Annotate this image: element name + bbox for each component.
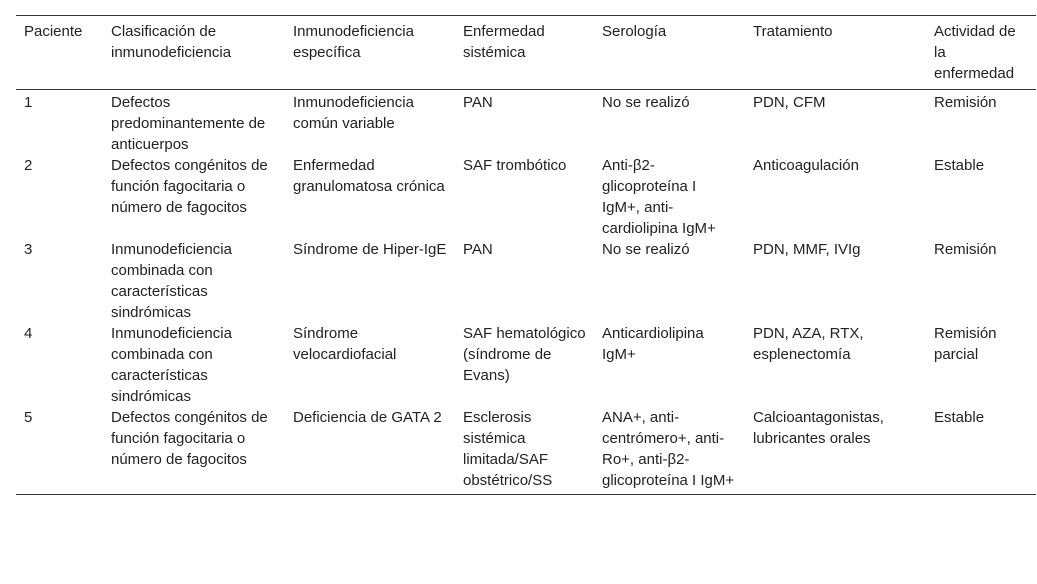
cell-serologia: No se realizó bbox=[602, 241, 690, 258]
cell-enfermedad: Esclerosis sistémica limitada/SAF obstétrico/SS bbox=[455, 407, 594, 495]
table-row bbox=[16, 323, 1036, 407]
cell-serologia: No se realizó bbox=[602, 94, 690, 111]
table-row bbox=[16, 155, 1036, 239]
cell-actividad: Estable bbox=[926, 407, 1036, 495]
cell-tratamiento: PDN, MMF, IVIg bbox=[753, 241, 861, 258]
table-container bbox=[16, 15, 1036, 495]
cell-tratamiento: Anticoagulación bbox=[753, 157, 859, 174]
cell-serologia: ANA+, anti-centrómero+, anti-Ro+, anti-β2-glicoproteína I IgM+ bbox=[594, 407, 745, 495]
cell-paciente: 2 bbox=[24, 157, 33, 174]
cell-paciente: 4 bbox=[24, 325, 33, 342]
cell-clasificacion: Defectos predominantemente de anticuerpos bbox=[111, 94, 266, 153]
cell-enfermedad: SAF trombótico bbox=[463, 157, 567, 174]
table-row bbox=[16, 407, 1036, 495]
header-actividad: Actividad de la enfermedad bbox=[926, 16, 1036, 90]
cell-inmunodeficiencia: Deficiencia de GATA 2 bbox=[285, 407, 455, 495]
table-header bbox=[16, 16, 1036, 90]
table-row bbox=[16, 239, 1036, 323]
cell-serologia: Anticardiolipina IgM+ bbox=[602, 325, 704, 363]
cell-actividad: Remisión bbox=[934, 241, 997, 258]
header-paciente: Paciente bbox=[16, 16, 103, 90]
cell-clasificacion: Inmunodeficiencia combinada con características sindrómicas bbox=[111, 325, 232, 405]
cell-clasificacion: Defectos congénitos de función fagocitaria o número de fagocitos bbox=[103, 407, 285, 495]
cell-inmunodeficiencia: Síndrome de Hiper-IgE bbox=[293, 241, 447, 258]
cell-actividad: Remisión bbox=[934, 94, 997, 111]
cell-inmunodeficiencia: Síndrome velocardiofacial bbox=[293, 325, 397, 363]
cell-clasificacion: Inmunodeficiencia combinada con características sindrómicas bbox=[111, 241, 232, 321]
cell-tratamiento: Calcioantagonistas, lubricantes orales bbox=[745, 407, 926, 495]
cell-enfermedad: PAN bbox=[463, 94, 493, 111]
header-serologia: Serología bbox=[594, 16, 745, 90]
cell-paciente: 5 bbox=[16, 407, 103, 495]
header-enfermedad-sistemica: Enfermedad sistémica bbox=[455, 16, 594, 90]
cell-clasificacion: Defectos congénitos de función fagocitaria o número de fagocitos bbox=[111, 157, 268, 216]
cell-actividad: Estable bbox=[934, 157, 985, 174]
cell-inmunodeficiencia: Inmunodeficiencia común variable bbox=[293, 94, 414, 132]
cell-paciente: 1 bbox=[24, 94, 33, 111]
table-row bbox=[16, 90, 1036, 156]
cell-enfermedad: SAF hematológico (síndrome de Evans) bbox=[463, 325, 586, 384]
table-body bbox=[16, 90, 1036, 495]
cell-enfermedad: PAN bbox=[463, 241, 493, 258]
cell-tratamiento: PDN, AZA, RTX, esplenectomía bbox=[753, 325, 864, 363]
patients-table bbox=[16, 15, 1036, 495]
header-tratamiento: Tratamiento bbox=[745, 16, 926, 90]
header-inmunodeficiencia-especifica: Inmunodeficiencia específica bbox=[285, 16, 455, 90]
cell-serologia: Anti-β2-glicoproteína I IgM+, anti-cardiolipina IgM+ bbox=[602, 157, 716, 237]
header-row bbox=[16, 16, 1036, 90]
cell-actividad: Remisión parcial bbox=[934, 325, 997, 363]
cell-inmunodeficiencia: Enfermedad granulomatosa crónica bbox=[293, 157, 445, 195]
cell-tratamiento: PDN, CFM bbox=[753, 94, 826, 111]
header-clasificacion: Clasificación de inmunodeficiencia bbox=[103, 16, 285, 90]
cell-paciente: 3 bbox=[24, 241, 33, 258]
